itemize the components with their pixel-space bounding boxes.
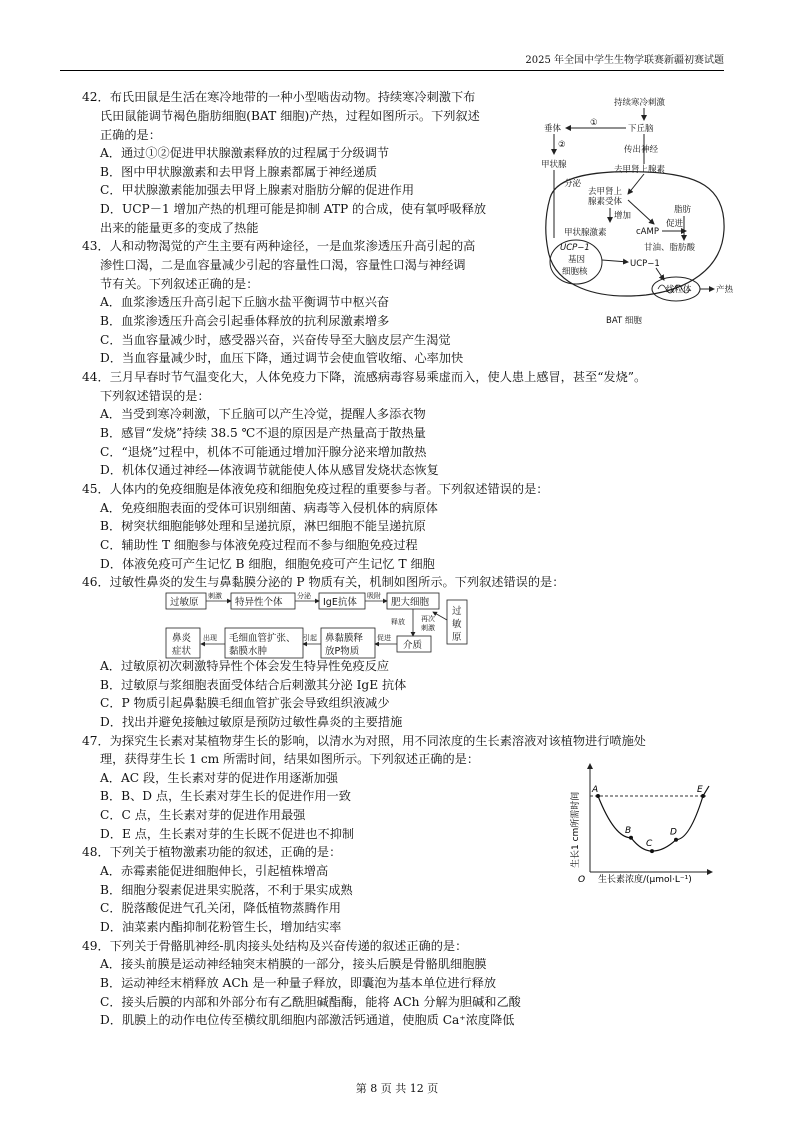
text-line: D．机体仅通过神经—体液调节就能使人体从感冒发烧状态恢复 — [100, 463, 439, 477]
text-line: 47．为探究生长素对某植物芽生长的影响，以清水为对照，用不同浓度的生长素溶液对该植物进行喷施处 — [82, 734, 646, 748]
capillary-box-line1: 毛细血管扩张、 — [229, 633, 296, 644]
secrete-label: 分泌 — [297, 592, 311, 600]
text-line: 43．人和动物渴觉的产生主要有两种途径，一是血浆渗透压升高引起的高 — [82, 239, 476, 253]
y-axis-label: 生长1 cm所需时间 — [571, 791, 581, 868]
allergen-box: 过敏原 — [170, 597, 199, 608]
text-line: 44．三月早春时节气温变化大，人体免疫力下降，流感病毒容易乘虚而入，使人患上感冒，甚至“发烧”。 — [82, 370, 647, 384]
bat-cell-diagram — [536, 90, 736, 339]
glycerol-label: 甘油、脂肪酸 — [644, 243, 696, 253]
norepinephrine-label: 去甲肾上腺素 — [614, 165, 666, 175]
text-line: 42．布氏田鼠是生活在寒冷地带的一种小型啮齿动物。持续寒冷刺激下布 — [82, 90, 476, 104]
text-line: 45．人体内的免疫细胞是体液免疫和细胞免疫过程的重要参与者。下列叙述错误的是： — [82, 482, 549, 496]
text-line: D．E 点，生长素对芽的生长既不促进也不抑制 — [100, 827, 355, 841]
text-line: A．血浆渗透压升高引起下丘脑水盐平衡调节中枢兴奋 — [100, 295, 390, 309]
auxin-chart — [566, 760, 716, 894]
text-line: D．肌膜上的动作电位传至横纹肌细胞内部激活钙通道，使胞质 Ca⁺浓度降低 — [100, 1013, 515, 1027]
text-line: 46．过敏性鼻炎的发生与鼻黏膜分泌的 P 物质有关，机制如图所示。下列叙述错误的是： — [82, 575, 565, 589]
again-label: 再次 — [421, 615, 435, 623]
heat-label: 产热 — [716, 285, 734, 295]
text-line: A．免疫细胞表面的受体可识别细菌、病毒等入侵机体的病原体 — [100, 501, 438, 515]
rhinitis-box-line1: 鼻炎 — [172, 633, 192, 644]
cause-label: 引起 — [303, 634, 317, 642]
step-2-mark: ② — [558, 140, 566, 150]
ucp-gene-label: UCP−1 — [560, 243, 590, 253]
allergen-vertical-2: 敏 — [452, 619, 462, 630]
mucosa-box-line2: 放P物质 — [325, 646, 360, 657]
promote-label: 促进 — [377, 634, 391, 642]
pituitary-label: 垂体 — [544, 124, 562, 134]
gene-label: 基因 — [568, 255, 586, 265]
text-line: A．接头前膜是运动神经轴突末梢膜的一部分，接头后膜是骨骼肌细胞膜 — [100, 957, 487, 971]
point-label-E: E — [697, 785, 703, 795]
text-line: B．过敏原与浆细胞表面受体结合后刺激其分泌 IgE 抗体 — [100, 678, 407, 692]
stim-again-label: 刺激 — [421, 624, 435, 632]
text-line: C．脱落酸促进气孔关闭，降低植物蒸腾作用 — [100, 901, 341, 915]
appear-label: 出现 — [203, 634, 217, 642]
text-line: 出来的能量更多的变成了热能 — [100, 221, 259, 235]
text-line: B．运动神经末梢释放 ACh 是一种量子释放，即囊泡为基本单位进行释放 — [100, 976, 497, 990]
text-line: C．“退烧”过程中，机体不可能通过增加汗腺分泌来增加散热 — [100, 445, 427, 459]
nucleus-label: 细胞核 — [562, 267, 588, 277]
text-line: B．图中甲状腺激素和去甲肾上腺素都属于神经递质 — [100, 165, 378, 179]
step-1-mark: ① — [590, 118, 598, 128]
text-line: 渗性口渴，二是血容量减少引起的容量性口渴，容量性口渴与神经调 — [100, 258, 466, 272]
allergen-vertical-3: 原 — [452, 632, 462, 643]
point-B — [629, 836, 633, 840]
text-line: 理，获得芽生长 1 cm 所需时间，结果如图所示。下列叙述正确的是： — [100, 752, 480, 766]
medium-box: 介质 — [403, 640, 423, 651]
text-line: 正确的是： — [100, 128, 161, 142]
mucosa-box-line1: 鼻黏膜释 — [325, 633, 364, 644]
point-C — [650, 849, 654, 853]
secrete-label: 分泌 — [564, 179, 582, 189]
text-line: 氏田鼠能调节褐色脂肪细胞(BAT 细胞)产热，过程如图所示。下列叙述 — [100, 109, 480, 123]
text-line: B．树突状细胞能够处理和呈递抗原，淋巴细胞不能呈递抗原 — [100, 519, 426, 533]
text-line: 48．下列关于植物激素功能的叙述，正确的是： — [82, 845, 342, 859]
text-line: C．辅助性 T 细胞参与体液免疫过程而不参与细胞免疫过程 — [100, 538, 418, 552]
receptor-label: 去甲肾上 — [588, 187, 623, 197]
capillary-box-line2: 黏膜水肿 — [229, 646, 268, 657]
rhinitis-box-line2: 症状 — [172, 646, 192, 657]
text-line: D．UCP－1 增加产热的机理可能是抑制 ATP 的合成，使有氧呼吸释放 — [100, 202, 487, 216]
page-footer: 第 8 页 共 12 页 — [355, 1082, 439, 1095]
point-label-C: C — [646, 839, 653, 850]
text-line: C．P 物质引起鼻黏膜毛细血管扩张会导致组织液减少 — [100, 696, 390, 710]
adsorb-label: 吸附 — [367, 592, 381, 600]
text-line: B．感冒“发烧”持续 38.5 ℃不退的原因是产热量高于散热量 — [100, 426, 426, 440]
point-label-B: B — [625, 825, 632, 836]
text-line: C．当血容量减少时，感受器兴奋，兴奋传导至大脑皮层产生渴觉 — [100, 333, 451, 347]
text-line: A．AC 段，生长素对芽的促进作用逐渐加强 — [100, 771, 338, 785]
text-line: 下列叙述错误的是： — [100, 389, 210, 403]
text-line: 节有关。下列叙述正确的是： — [100, 277, 259, 291]
fat-label: 脂肪 — [674, 205, 692, 215]
text-line: C．接头后膜的内部和外部分布有乙酰胆碱酯酶，能将 ACh 分解为胆碱和乙酸 — [100, 995, 521, 1009]
text-line: C．C 点，生长素对芽的促进作用最强 — [100, 808, 306, 822]
origin-label: O — [578, 875, 586, 885]
release-label: 释放 — [391, 618, 405, 626]
text-line: A．赤霉素能促进细胞伸长，引起植株增高 — [100, 864, 329, 878]
text-line: A．当受到寒冷刺激，下丘脑可以产生冷觉，提醒人多添衣物 — [100, 407, 426, 421]
point-label-D: D — [670, 827, 677, 838]
stim-label: 刺激 — [208, 592, 222, 600]
allergen-vertical-1: 过 — [452, 606, 462, 617]
efferent-label: 传出神经 — [624, 145, 659, 155]
hypothalamus-label: 下丘脑 — [628, 124, 654, 134]
increase-label: 增加 — [614, 211, 632, 221]
receptor-label-2: 腺素受体 — [588, 197, 623, 207]
text-line: D．油菜素内酯抑制花粉管生长，增加结实率 — [100, 920, 342, 934]
x-axis-label: 生长素浓度/(μmol·L⁻¹) — [598, 875, 692, 885]
mast-cell-box: 肥大细胞 — [391, 597, 430, 608]
text-line: D．找出并避免接触过敏原是预防过敏性鼻炎的主要措施 — [100, 715, 403, 729]
text-line: B．血浆渗透压升高会引起垂体释放的抗利尿激素增多 — [100, 314, 390, 328]
point-label-A: A — [592, 785, 599, 795]
promote-label: 促进 — [666, 219, 684, 229]
text-line: D．当血容量减少时，血压下降，通过调节会使血管收缩、心率加快 — [100, 351, 464, 365]
ige-box: IgE抗体 — [323, 597, 357, 608]
thyroid-label: 甲状腺 — [541, 160, 567, 170]
text-line: A．过敏原初次刺激特异性个体会发生特异性免疫反应 — [100, 659, 390, 673]
text-line: B．B、D 点，生长素对芽生长的促进作用一致 — [100, 789, 351, 803]
mitochondrion-label: 线粒体 — [666, 285, 692, 295]
stimulus-label: 持续寒冷刺激 — [614, 98, 666, 108]
text-line: D．体液免疫可产生记忆 B 细胞，细胞免疫可产生记忆 T 细胞 — [100, 557, 435, 571]
point-D — [674, 838, 678, 842]
specific-individual-box: 特异性个体 — [235, 597, 283, 608]
text-line: 49．下列关于骨骼肌神经-肌肉接头处结构及兴奋传递的叙述正确的是： — [82, 939, 468, 953]
bat-cell-label: BAT 细胞 — [606, 316, 642, 326]
page-header: 2025 年全国中学生生物学联赛新疆初赛试题 — [60, 52, 724, 71]
camp-label: cAMP — [636, 227, 659, 237]
text-line: B．细胞分裂素促进果实脱落，不利于果实成熟 — [100, 883, 353, 897]
text-line: C．甲状腺激素能加强去甲肾上腺素对脂肪分解的促进作用 — [100, 183, 415, 197]
allergic-rhinitis-flowchart — [163, 590, 473, 666]
ucp-label: UCP−1 — [630, 259, 660, 269]
text-line: A．通过①②促进甲状腺激素释放的过程属于分级调节 — [100, 146, 390, 160]
thyroid-hormone-label: 甲状腺激素 — [564, 228, 607, 238]
